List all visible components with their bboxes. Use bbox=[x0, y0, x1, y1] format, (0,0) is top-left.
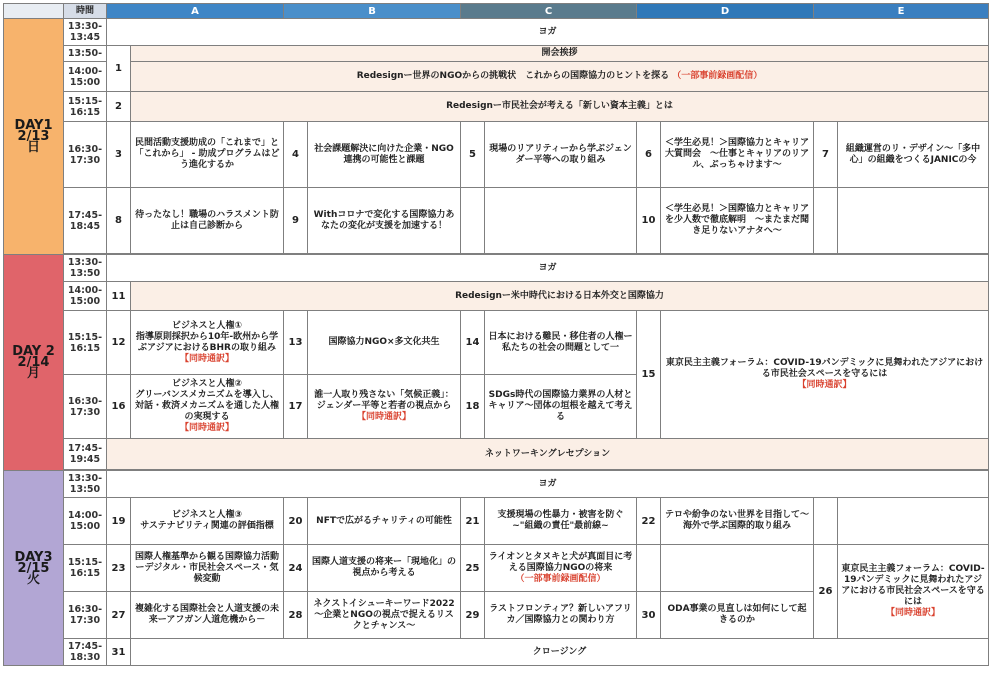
session-16-heading: ビジネスと人権② bbox=[171, 379, 243, 389]
session-19-title: サステナビリティ関連の評価指標 bbox=[140, 521, 274, 531]
session-3-cell[interactable]: 民間活動支援助成の「これまで」と「これから」 - 助成プログラムはどう進化するか bbox=[131, 122, 284, 188]
day-name: DAY 2 bbox=[12, 344, 55, 359]
day-date: 2/13 bbox=[17, 129, 50, 144]
session-number[interactable]: 10 bbox=[637, 188, 661, 254]
session-number[interactable]: 19 bbox=[107, 498, 131, 545]
session-number[interactable]: 25 bbox=[461, 545, 485, 592]
day-date: 2/14 bbox=[17, 355, 50, 370]
session-number[interactable]: 8 bbox=[107, 188, 131, 254]
session-21-cell[interactable]: 支援現場の性暴力・被害を防ぐ~"組織の責任"最前線~ bbox=[485, 498, 637, 545]
time-cell[interactable]: 17:45-18:45 bbox=[64, 188, 107, 254]
session-16-title: グリーバンスメカニズムを導入し、対話・救済メカニズムを通した人権の実現する bbox=[134, 390, 279, 422]
session-number[interactable]: 5 bbox=[461, 122, 485, 188]
session-2-cell[interactable]: Redesignー市民社会が考える「新しい資本主義」とは bbox=[131, 92, 989, 122]
interpretation-note: 【同時通訳】 bbox=[356, 412, 411, 422]
yoga-cell[interactable]: ヨガ bbox=[107, 471, 989, 498]
session-1-cell[interactable] bbox=[131, 62, 989, 92]
session-number[interactable]: 31 bbox=[107, 639, 131, 666]
session-22-cell[interactable]: テロや紛争のない世界を目指して～海外で学ぶ国際的取り組み bbox=[661, 498, 814, 545]
session-12-heading: ビジネスと人権① bbox=[171, 320, 243, 331]
day-weekday: 日 bbox=[26, 140, 40, 155]
table-row bbox=[4, 62, 989, 92]
empty-cell[interactable] bbox=[461, 188, 485, 254]
session-26-cell[interactable] bbox=[838, 545, 989, 639]
table-row bbox=[4, 282, 989, 311]
session-25-cell[interactable] bbox=[485, 545, 637, 592]
column-header-d[interactable]: D bbox=[637, 4, 814, 19]
column-header-a[interactable]: A bbox=[107, 4, 284, 19]
session-16-cell[interactable] bbox=[131, 375, 284, 439]
session-29-cell[interactable]: ラストフロンティア？新しいアフリカ／国際協力との関わり方 bbox=[485, 592, 637, 639]
session-number[interactable]: 14 bbox=[461, 311, 485, 375]
session-12-title: 指導原則採択から10年-欧州から学ぶアジアにおけるBHRの取り組み bbox=[135, 331, 279, 353]
session-10-cell[interactable]: ＜学生必見！＞国際協力とキャリアを少人数で徹底解明 ～またまだ聞き足りないアナタへ～ bbox=[661, 188, 814, 254]
session-20-cell[interactable]: NFTで広がるチャリティの可能性 bbox=[308, 498, 461, 545]
session-number[interactable]: 11 bbox=[107, 282, 131, 311]
time-cell[interactable]: 16:30-17:30 bbox=[64, 122, 107, 188]
opening-cell[interactable]: 開会挨拶 bbox=[131, 46, 989, 62]
session-number[interactable]: 3 bbox=[107, 122, 131, 188]
time-cell[interactable]: 15:15-16:15 bbox=[64, 311, 107, 375]
session-26-title: 東京民主主義フォーラム：COVID-19パンデミックに見舞われたアジアにおける市民社会スペースを守るには bbox=[841, 564, 985, 607]
session-number[interactable]: 20 bbox=[284, 498, 308, 545]
session-7-cell[interactable]: 組織運営のリ・デザイン～「多中心」の組織をつくるJANICの今 bbox=[838, 122, 989, 188]
corner-cell bbox=[4, 4, 64, 19]
session-number[interactable]: 6 bbox=[637, 122, 661, 188]
time-column-header[interactable]: 時間 bbox=[64, 4, 107, 19]
session-number[interactable]: 17 bbox=[284, 375, 308, 439]
interpretation-note: 【同時通訳】 bbox=[179, 353, 234, 364]
session-19-cell[interactable] bbox=[131, 498, 284, 545]
day1-label-cell[interactable] bbox=[4, 19, 64, 255]
empty-cell[interactable] bbox=[814, 498, 838, 545]
time-cell[interactable]: 15:15-16:15 bbox=[64, 92, 107, 122]
interpretation-note: 【同時通訳】 bbox=[885, 608, 940, 618]
session-6-cell[interactable]: ＜学生必見！＞国際協力とキャリア大質問会 ～仕事とキャリアのリアル、ぶっちゃけます～ bbox=[661, 122, 814, 188]
session-number[interactable]: 7 bbox=[814, 122, 838, 188]
session-18-cell[interactable]: SDGs時代の国際協力業界の人材とキャリア～団体の垣根を越えて考える bbox=[485, 375, 637, 439]
session-number[interactable]: 13 bbox=[284, 311, 308, 375]
empty-cell[interactable] bbox=[485, 188, 637, 254]
time-cell[interactable]: 14:00-15:00 bbox=[64, 62, 107, 92]
session-number[interactable]: 27 bbox=[107, 592, 131, 639]
session-11-cell[interactable]: Redesignー米中時代における日本外交と国際協力 bbox=[131, 282, 989, 311]
column-header-b[interactable]: B bbox=[284, 4, 461, 19]
session-12-cell[interactable] bbox=[131, 311, 284, 375]
session-24-cell[interactable]: 国際人道支援の将来ー「現地化」の視点から考える bbox=[308, 545, 461, 592]
time-cell[interactable]: 14:00-15:00 bbox=[64, 498, 107, 545]
table-row bbox=[4, 92, 989, 122]
time-cell[interactable]: 17:45-19:45 bbox=[64, 439, 107, 470]
session-5-cell[interactable]: 現場のリアリティーから学ぶジェンダー平等への取り組み bbox=[485, 122, 637, 188]
session-number[interactable]: 9 bbox=[284, 188, 308, 254]
table-row bbox=[4, 639, 989, 666]
session-4-cell[interactable]: 社会課題解決に向けた企業・NGO連携の可能性と課題 bbox=[308, 122, 461, 188]
prerecorded-note: （一部事前録画配信） bbox=[672, 71, 763, 81]
empty-cell[interactable] bbox=[661, 545, 814, 592]
session-number[interactable]: 26 bbox=[814, 545, 838, 639]
header-row bbox=[4, 4, 989, 19]
table-row bbox=[4, 19, 989, 46]
session-28-cell[interactable]: ネクストイシューキーワード2022～企業とNGOの視点で捉えるリスクとチャンス～ bbox=[308, 592, 461, 639]
time-cell[interactable]: 13:30-13:45 bbox=[64, 19, 107, 46]
prerecorded-note: （一部事前録画配信） bbox=[515, 573, 606, 584]
time-cell[interactable]: 14:00-15:00 bbox=[64, 282, 107, 311]
interpretation-note: 【同時通訳】 bbox=[797, 380, 852, 390]
session-number[interactable]: 23 bbox=[107, 545, 131, 592]
session-30-cell[interactable]: ODA事業の見直しは如何にして起きるのか bbox=[661, 592, 814, 639]
closing-cell[interactable]: クロージング bbox=[131, 639, 989, 666]
session-14-cell[interactable]: 日本における難民・移住者の人権ー私たちの社会の問題として一 bbox=[485, 311, 637, 375]
time-cell[interactable]: 17:45-18:30 bbox=[64, 639, 107, 666]
time-cell[interactable]: 13:30-13:50 bbox=[64, 471, 107, 498]
session-number[interactable]: 29 bbox=[461, 592, 485, 639]
session-number[interactable]: 16 bbox=[107, 375, 131, 439]
session-number[interactable]: 30 bbox=[637, 592, 661, 639]
empty-cell[interactable] bbox=[838, 498, 989, 545]
session-number[interactable]: 4 bbox=[284, 122, 308, 188]
table-row bbox=[4, 255, 989, 282]
session-19-heading: ビジネスと人権③ bbox=[171, 510, 243, 520]
table-row bbox=[4, 545, 989, 592]
empty-cell[interactable] bbox=[814, 188, 838, 254]
session-1-title: Redesignー世界のNGOからの挑戦状 これからの国際協力のヒントを探る bbox=[356, 71, 670, 81]
session-number[interactable]: 21 bbox=[461, 498, 485, 545]
session-9-cell[interactable]: Withコロナで変化する国際協力あなたの変化が支援を加速する！ bbox=[308, 188, 461, 254]
table-row bbox=[4, 188, 989, 254]
column-header-c[interactable]: C bbox=[461, 4, 637, 19]
session-13-cell[interactable]: 国際協力NGO×多文化共生 bbox=[308, 311, 461, 375]
session-8-cell[interactable]: 待ったなし！職場のハラスメント防止は自己診断から bbox=[131, 188, 284, 254]
time-cell[interactable]: 16:30-17:30 bbox=[64, 592, 107, 639]
session-number[interactable]: 28 bbox=[284, 592, 308, 639]
networking-cell[interactable]: ネットワーキングレセプション bbox=[107, 439, 989, 470]
time-cell[interactable]: 15:15-16:15 bbox=[64, 545, 107, 592]
session-15-title: 東京民主主義フォーラム：COVID-19パンデミックに見舞われたアジアにおける市民社会スペースを守るには bbox=[665, 358, 984, 379]
session-number[interactable]: 18 bbox=[461, 375, 485, 439]
empty-cell[interactable] bbox=[637, 545, 661, 592]
table-row bbox=[4, 311, 989, 375]
session-17-title: 誰一人取り残さない「気候正義」：ジェンダー平等と若者の視点から bbox=[314, 390, 454, 411]
session-17-cell[interactable] bbox=[308, 375, 461, 439]
table-row bbox=[4, 471, 989, 498]
session-number[interactable]: 15 bbox=[637, 311, 661, 439]
day-name: DAY3 bbox=[14, 549, 53, 565]
day-weekday: 月 bbox=[26, 366, 40, 381]
day-weekday: 火 bbox=[26, 571, 40, 587]
session-25-title: ライオンとタヌキと犬が真面目に考える国際協力NGOの将来 bbox=[488, 551, 633, 573]
table-row bbox=[4, 439, 989, 470]
empty-cell[interactable] bbox=[838, 188, 989, 254]
table-row bbox=[4, 122, 989, 188]
table-row bbox=[4, 498, 989, 545]
session-number[interactable]: 2 bbox=[107, 92, 131, 122]
session-15-cell[interactable] bbox=[661, 311, 989, 439]
session-number[interactable]: 12 bbox=[107, 311, 131, 375]
session-27-cell[interactable]: 複雑化する国際社会と人道支援の未来ーアフガン人道危機から－ bbox=[131, 592, 284, 639]
column-header-e[interactable]: E bbox=[814, 4, 989, 19]
session-number[interactable]: 24 bbox=[284, 545, 308, 592]
yoga-cell[interactable]: ヨガ bbox=[107, 19, 989, 46]
day3-label-cell[interactable] bbox=[4, 471, 64, 666]
interpretation-note: 【同時通訳】 bbox=[179, 423, 234, 433]
time-cell[interactable]: 16:30-17:30 bbox=[64, 375, 107, 439]
day-date: 2/15 bbox=[17, 560, 50, 576]
session-23-cell[interactable]: 国際人権基準から観る国際協力活動ーデジタル・市民社会スペース・気候変動 bbox=[131, 545, 284, 592]
table-row bbox=[4, 46, 989, 62]
session-number[interactable]: 1 bbox=[107, 46, 131, 92]
session-number[interactable]: 22 bbox=[637, 498, 661, 545]
day2-label-cell[interactable] bbox=[4, 255, 64, 471]
time-cell[interactable]: 13:30-13:50 bbox=[64, 255, 107, 282]
yoga-cell[interactable]: ヨガ bbox=[107, 255, 989, 282]
schedule-table bbox=[3, 3, 989, 666]
time-cell[interactable]: 13:50- bbox=[64, 46, 107, 62]
day-name: DAY1 bbox=[14, 118, 53, 133]
